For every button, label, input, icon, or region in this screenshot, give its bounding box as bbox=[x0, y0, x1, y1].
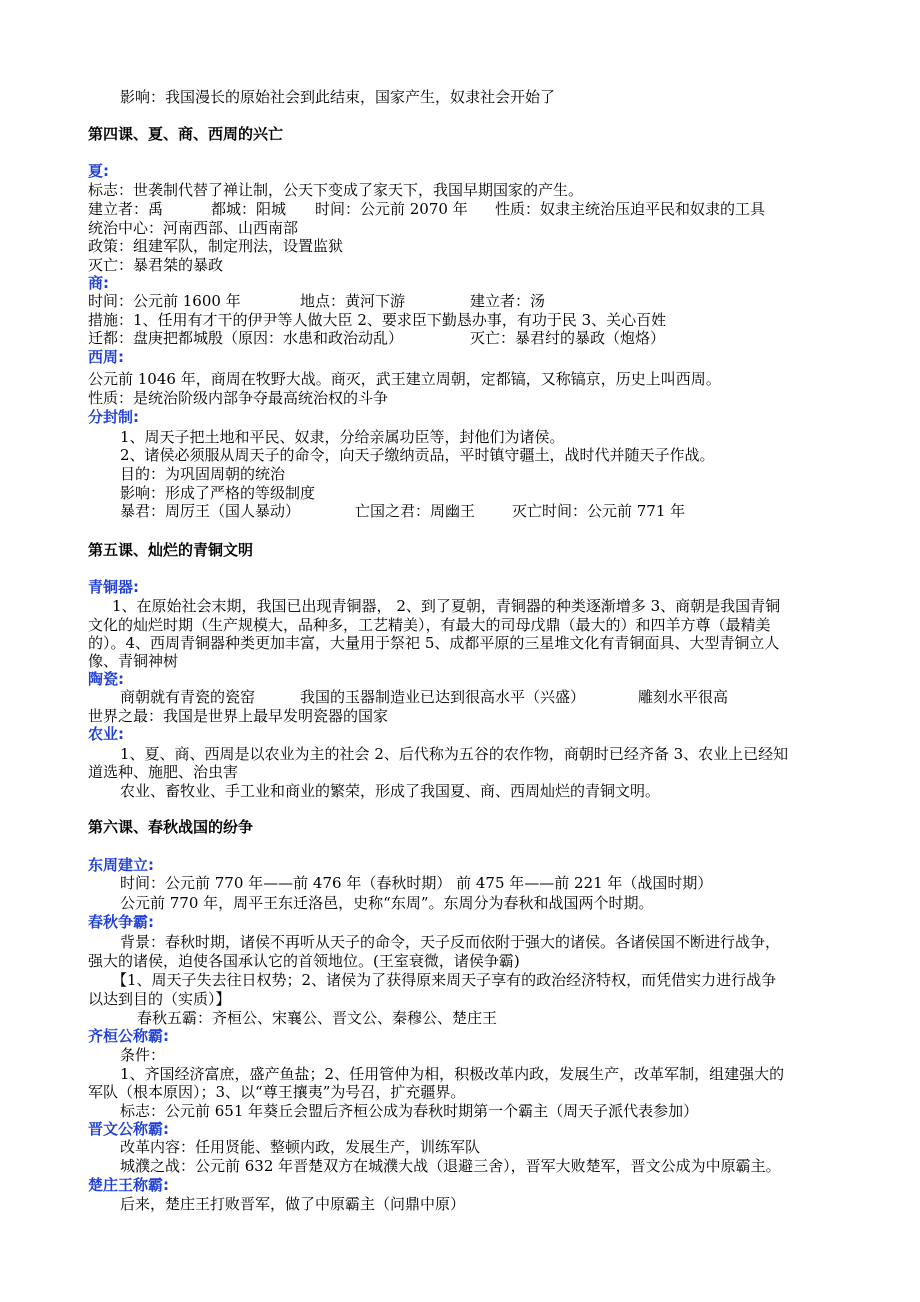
chunqiu-five-hegemons: 春秋五霸：齐桓公、宋襄公、晋文公、秦穆公、楚庄王 bbox=[137, 1009, 498, 1027]
bronze-line-3: 的）。4、西周青铜器种类更加丰富，大量用于祭祀 5、成都平原的三星堆文化有青铜面具、大型青铜立人 bbox=[88, 634, 780, 652]
fenfeng-fall-time: 灭亡时间：公元前 771 年 bbox=[512, 502, 686, 520]
qihuan-condition-label: 条件： bbox=[120, 1046, 166, 1064]
xizhou-nature: 性质：是统治阶级内部争夺最高统治权的斗争 bbox=[88, 389, 389, 407]
shang-fall: 灭亡：暴君纣的暴政（炮烙） bbox=[470, 329, 666, 347]
ceramic-carving: 雕刻水平很高 bbox=[638, 688, 729, 706]
agri-summary: 农业、畜牧业、手工业和商业的繁荣，形成了我国夏、商、西周灿烂的青铜文明。 bbox=[120, 782, 661, 800]
xia-nature: 性质：奴隶主统治压迫平民和奴隶的工具 bbox=[495, 200, 766, 218]
bronze-line-4: 像、青铜神树 bbox=[88, 652, 179, 670]
xia-center: 统治中心：河南西部、山西南部 bbox=[88, 219, 299, 237]
chunqiu-heading: 春秋争霸: bbox=[88, 913, 154, 931]
qihuan-sign: 标志：公元前 651 年葵丘会盟后齐桓公成为春秋时期第一个霸主（周天子派代表参加） bbox=[120, 1102, 699, 1120]
fenfeng-heading: 分封制: bbox=[88, 408, 139, 426]
shang-time: 时间：公元前 1600 年 bbox=[88, 292, 241, 310]
fenfeng-last-ruler: 亡国之君：周幽王 bbox=[355, 502, 476, 520]
agri-heading: 农业: bbox=[88, 725, 124, 743]
jinwen-heading: 晋文公称霸: bbox=[88, 1120, 169, 1138]
lesson6-title: 第六课、春秋战国的纷争 bbox=[88, 818, 254, 836]
xia-heading: 夏: bbox=[88, 162, 109, 180]
chunqiu-note-1: 【1、周天子失去往日权势；2、诸侯为了获得原来周天子享有的政治经济特权，而凭借实力进行战争 bbox=[112, 971, 777, 989]
chunqiu-note-2: 以达到目的（实质）】 bbox=[88, 990, 231, 1008]
jinwen-battle: 城濮之战：公元前 632 年晋楚双方在城濮大战（退避三舍），晋军大败楚军，晋文公成为中原霸主。 bbox=[120, 1157, 781, 1175]
dongzhou-heading: 东周建立: bbox=[88, 856, 154, 874]
chunqiu-bg-2: 强大的诸侯，迫使各国承认它的首领地位。(王室衰微，诸侯争霸) bbox=[88, 952, 520, 970]
agri-line-1: 1、夏、商、西周是以农业为主的社会 2、后代称为五谷的农作物，商朝时已经齐备 3、农业上已经知 bbox=[120, 745, 789, 763]
ceramic-kiln: 商朝就有青瓷的瓷窑 bbox=[120, 688, 256, 706]
shang-place: 地点：黄河下游 bbox=[300, 292, 406, 310]
fenfeng-point-2: 2、诸侯必须服从周天子的命令，向天子缴纳贡品，平时镇守疆土，战时代并随天子作战。 bbox=[120, 446, 715, 464]
ceramic-heading: 陶瓷: bbox=[88, 670, 124, 688]
xia-founder: 建立者：禹 bbox=[88, 200, 164, 218]
fenfeng-purpose: 目的：为巩固周朝的统治 bbox=[120, 465, 286, 483]
fenfeng-tyrant: 暴君：周厉王（国人暴动） bbox=[120, 502, 301, 520]
chunqiu-bg-1: 背景：春秋时期，诸侯不再听从天子的命令，天子反而依附于强大的诸侯。各诸侯国不断进行战争， bbox=[120, 933, 781, 951]
lesson4-title: 第四课、夏、商、西周的兴亡 bbox=[88, 125, 284, 143]
qihuan-heading: 齐桓公称霸: bbox=[88, 1027, 169, 1045]
bronze-heading: 青铜器: bbox=[88, 578, 139, 596]
xia-capital: 都城：阳城 bbox=[211, 200, 287, 218]
xizhou-text: 公元前 1046 年，商周在牧野大战。商灭，武王建立周朝，定都镐，又称镐京，历史上叫西周。 bbox=[88, 370, 721, 388]
ceramic-jade: 我国的玉器制造业已达到很高水平（兴盛） bbox=[300, 688, 586, 706]
qihuan-condition-1: 1、齐国经济富庶，盛产鱼盐；2、任用管仲为相，积极改革内政，发展生产，改革军制，组建强大的 bbox=[120, 1065, 785, 1083]
shang-move: 迁都：盘庚把都城殷（原因：水患和政治动乱） bbox=[88, 329, 404, 347]
bronze-line-1: 1、在原始社会末期，我国已出现青铜器， 2、到了夏朝，青铜器的种类逐渐增多 3、商朝是我国青铜 bbox=[112, 597, 781, 615]
xia-time: 时间：公元前 2070 年 bbox=[315, 200, 468, 218]
ceramic-world-first: 世界之最：我国是世界上最早发明瓷器的国家 bbox=[88, 707, 389, 725]
qihuan-condition-2: 军队（根本原因）；3、以“尊王攘夷”为号召，扩充疆界。 bbox=[88, 1083, 466, 1101]
jinwen-reform: 改革内容：任用贤能、整顿内政，发展生产，训练军队 bbox=[120, 1138, 481, 1156]
lesson5-title: 第五课、灿烂的青铜文明 bbox=[88, 541, 254, 559]
xizhou-heading: 西周: bbox=[88, 348, 124, 366]
shang-measures: 措施：1、任用有才干的伊尹等人做大臣 2、要求臣下勤恳办事，有功于民 3、关心百姓 bbox=[88, 311, 667, 329]
shang-founder: 建立者：汤 bbox=[470, 292, 546, 310]
dongzhou-time: 时间：公元前 770 年——前 476 年（春秋时期） 前 475 年——前 221 年（战国时期） bbox=[120, 874, 713, 892]
agri-line-2: 道选种、施肥、治虫害 bbox=[88, 763, 239, 781]
fenfeng-impact: 影响：形成了严格的等级制度 bbox=[120, 484, 316, 502]
bronze-line-2: 文化的灿烂时期（生产规模大，品种多，工艺精美），有最大的司母戊鼎（最大的）和四羊方尊（最精美 bbox=[88, 616, 771, 634]
fenfeng-point-1: 1、周天子把土地和平民、奴隶，分给亲属功臣等，封他们为诸侯。 bbox=[120, 428, 565, 446]
dongzhou-text: 公元前 770 年，周平王东迁洛邑，史称“东周”。东周分为春秋和战国两个时期。 bbox=[120, 894, 654, 912]
intro-impact: 影响：我国漫长的原始社会到此结束，国家产生，奴隶社会开始了 bbox=[120, 88, 556, 106]
xia-sign: 标志：世袭制代替了禅让制，公天下变成了家天下，我国早期国家的产生。 bbox=[88, 181, 584, 199]
chuzhuang-heading: 楚庄王称霸: bbox=[88, 1176, 169, 1194]
shang-heading: 商: bbox=[88, 274, 109, 292]
xia-fall: 灭亡：暴君桀的暴政 bbox=[88, 256, 224, 274]
chuzhuang-text: 后来，楚庄王打败晋军，做了中原霸主（问鼎中原） bbox=[120, 1195, 466, 1213]
xia-policy: 政策：组建军队，制定刑法，设置监狱 bbox=[88, 237, 344, 255]
